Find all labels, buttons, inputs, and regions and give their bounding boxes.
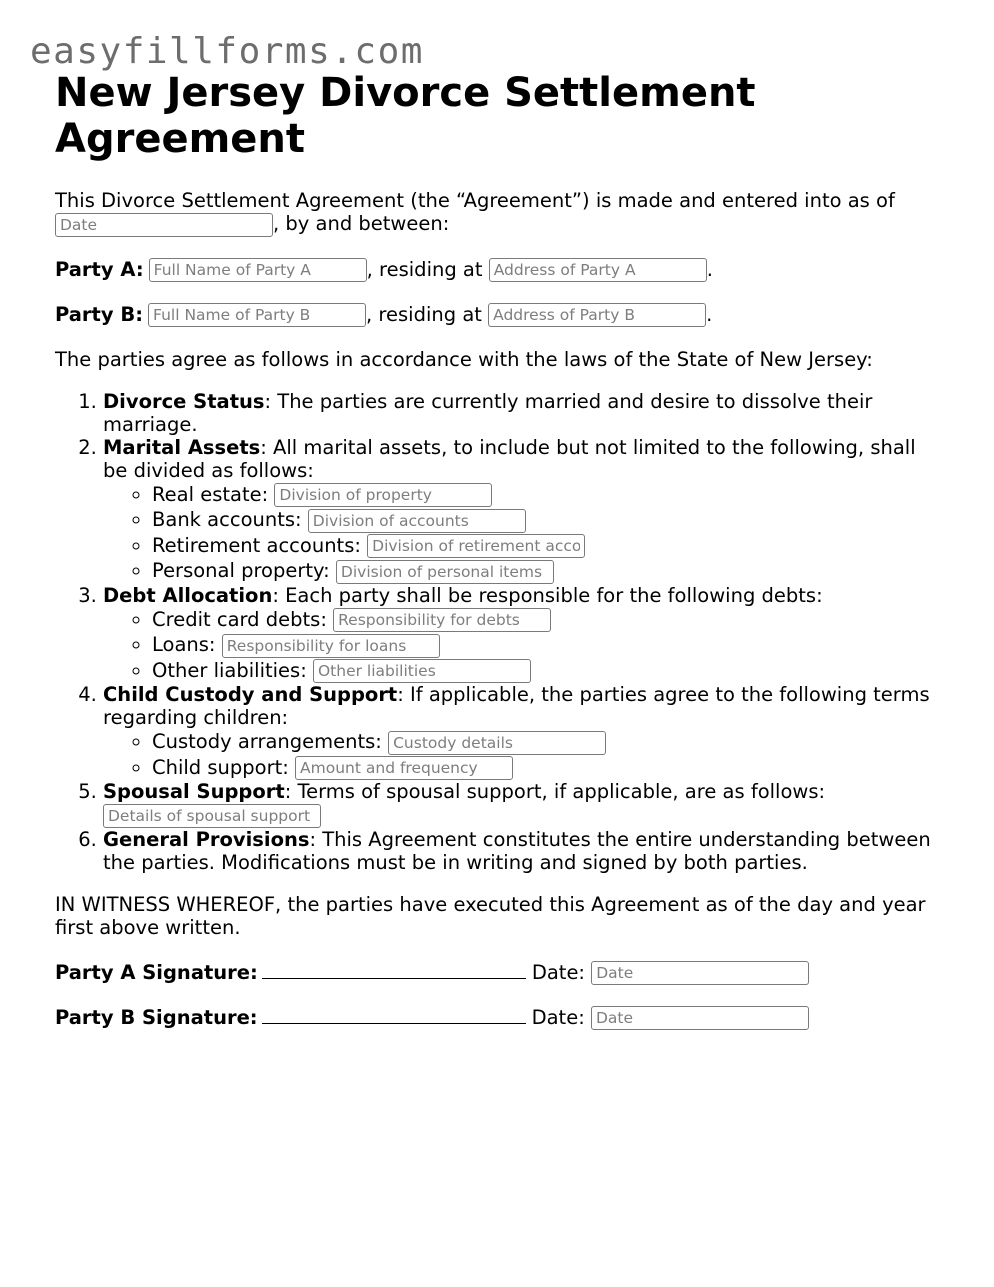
intro-paragraph (55, 189, 945, 237)
party-a-date-label: Date: (531, 960, 586, 984)
loans-input[interactable] (222, 634, 440, 658)
term-heading: General Provisions (103, 827, 310, 851)
bank-accounts-label: Bank accounts: (152, 508, 302, 531)
term-heading: Marital Assets (103, 435, 261, 459)
term-heading: Debt Allocation (103, 583, 273, 607)
custody-arrangements-input[interactable] (388, 731, 606, 755)
assets-list (103, 482, 945, 584)
list-item (152, 729, 945, 755)
party-b-date-label: Date: (531, 1005, 585, 1029)
party-b-signature-line (55, 1003, 945, 1048)
party-a-label: Party A: (55, 257, 144, 281)
term-text: : Each party shall be responsible for the following debts: (272, 583, 823, 607)
personal-property-label: Personal property: (152, 559, 330, 582)
list-item (152, 607, 945, 633)
custody-arrangements-label: Custody arrangements: (152, 730, 382, 753)
term-debt-allocation (103, 584, 945, 684)
agreement-statement: The parties agree as follows in accordance with the laws of the State of New Jersey: (55, 347, 873, 371)
agreement-body (55, 189, 945, 1048)
list-item (152, 482, 945, 508)
retirement-accounts-input[interactable] (367, 534, 585, 558)
party-a-signature-line (55, 958, 945, 1003)
term-heading: Divorce Status (103, 389, 265, 413)
witness-clause: IN WITNESS WHEREOF, the parties have executed this Agreement as of the day and year first above written. (55, 892, 926, 939)
spousal-support-input[interactable] (103, 804, 321, 828)
list-item (152, 533, 945, 559)
real-estate-label: Real estate: (152, 482, 269, 506)
list-item (152, 558, 945, 584)
term-text: : All marital assets, to include but not limited to the following, shall be divided as follows: (103, 435, 916, 482)
term-child-custody (103, 683, 945, 780)
party-b-name-input[interactable] (148, 303, 366, 327)
party-a-address-input[interactable] (489, 258, 707, 282)
watermark: easyfillforms.com (30, 31, 424, 72)
intro-text-after: , by and between: (273, 212, 450, 235)
party-a-period: . (706, 257, 713, 281)
credit-card-label: Credit card debts: (152, 607, 327, 631)
loans-label: Loans: (152, 633, 216, 656)
page-title: New Jersey Divorce Settlement Agreement (55, 70, 756, 162)
party-b-period: . (706, 302, 713, 326)
party-b-residing-text: , residing at (366, 302, 482, 326)
term-text: : The parties are currently married and desire to dissolve their marriage. (103, 389, 873, 436)
party-a-signature-date-input[interactable] (591, 961, 809, 985)
term-text: : If applicable, the parties agree to the following terms regarding children: (103, 683, 930, 729)
child-support-input[interactable] (295, 756, 513, 780)
custody-list (103, 729, 945, 780)
terms-list (55, 390, 945, 874)
other-liabilities-label: Other liabilities: (152, 658, 307, 682)
party-a-residing-text: , residing at (366, 257, 483, 281)
retirement-accounts-label: Retirement accounts: (152, 533, 361, 557)
term-text: : Terms of spousal support, if applicable, are as follows: (284, 780, 826, 803)
term-divorce-status (103, 390, 945, 436)
child-support-label: Child support: (152, 755, 289, 779)
term-text: : This Agreement constitutes the entire understanding between the parties. Modifications must be in writing and signed by both parties. (103, 827, 931, 874)
term-general-provisions (103, 828, 945, 874)
party-b-signature-label: Party B Signature: (55, 1005, 258, 1029)
party-b-address-input[interactable] (488, 303, 706, 327)
agreement-date-input[interactable] (55, 213, 273, 237)
party-a-line (55, 258, 945, 281)
list-item (152, 755, 945, 781)
list-item (152, 632, 945, 658)
list-item (152, 658, 945, 684)
term-marital-assets (103, 436, 945, 584)
term-heading: Spousal Support (103, 780, 285, 803)
bank-accounts-input[interactable] (308, 509, 526, 533)
personal-property-input[interactable] (336, 560, 554, 584)
party-a-signature-label: Party A Signature: (55, 960, 258, 984)
debts-list (103, 607, 945, 684)
other-liabilities-input[interactable] (313, 659, 531, 683)
term-spousal-support (103, 780, 945, 828)
party-a-name-input[interactable] (149, 258, 367, 282)
term-heading: Child Custody and Support (103, 683, 398, 706)
party-b-line (55, 303, 945, 326)
list-item (152, 507, 945, 533)
party-b-label: Party B: (55, 302, 144, 326)
credit-card-debts-input[interactable] (333, 608, 551, 632)
party-b-signature-date-input[interactable] (591, 1006, 809, 1030)
intro-text: This Divorce Settlement Agreement (the “Agreement”) is made and entered into as of (55, 189, 895, 212)
party-a-signature-field[interactable] (262, 958, 526, 979)
party-b-signature-field[interactable] (262, 1003, 526, 1024)
real-estate-input[interactable] (274, 483, 492, 507)
